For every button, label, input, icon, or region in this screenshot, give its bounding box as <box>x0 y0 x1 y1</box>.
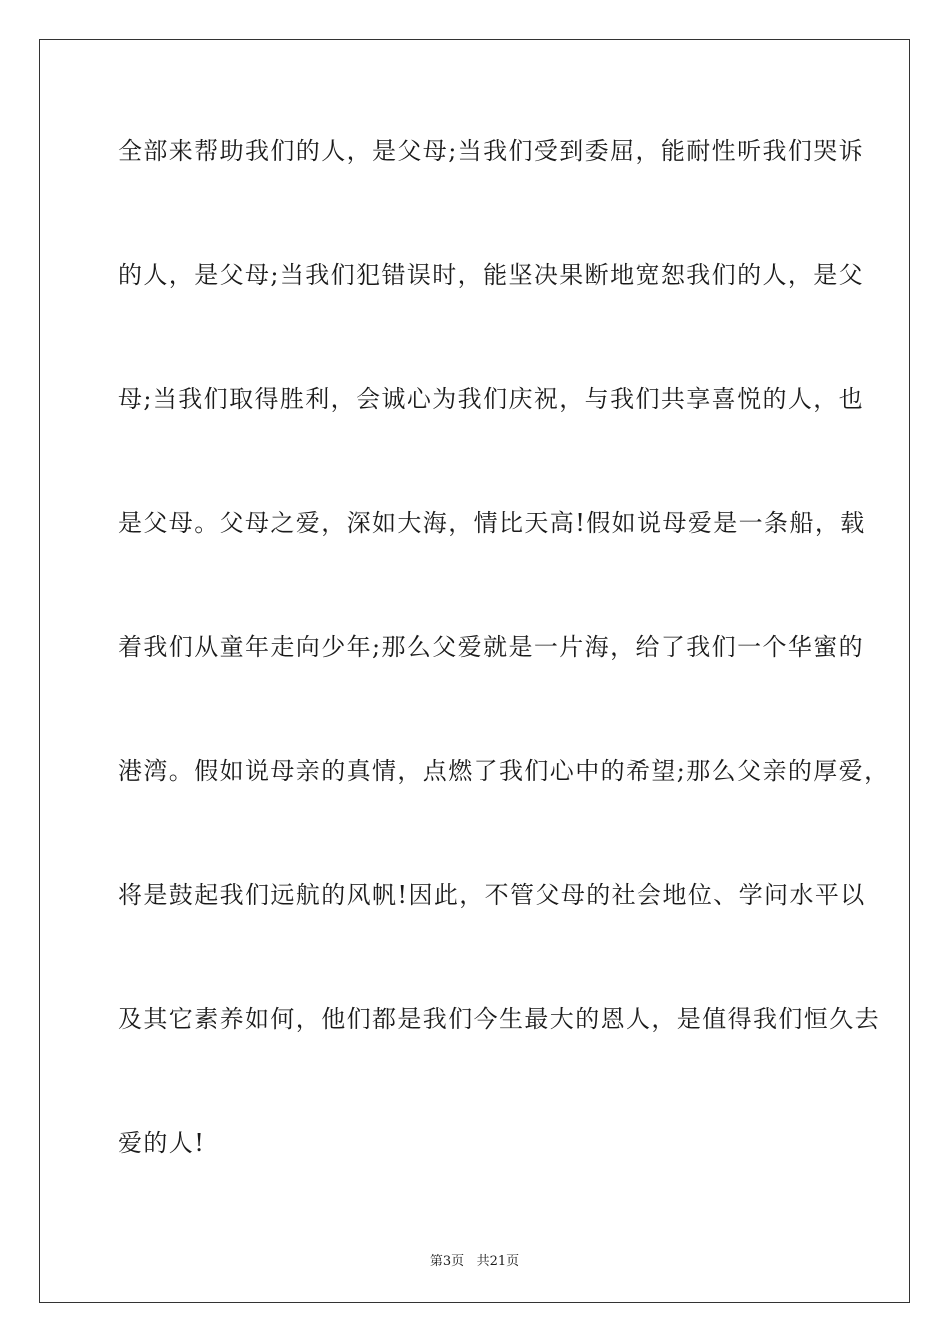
paragraph-line: 全部来帮助我们的人，是父母;当我们受到委屈，能耐性听我们哭诉 <box>118 137 865 165</box>
paragraph-line: 着我们从童年走向少年;那么父爱就是一片海，给了我们一个华蜜的 <box>118 633 865 661</box>
paragraph-line: 港湾。假如说母亲的真情，点燃了我们心中的希望;那么父亲的厚爱， <box>118 757 890 785</box>
document-page <box>39 39 910 1303</box>
total-pages: 共21页 <box>476 1254 520 1269</box>
page-number: 第3页 <box>429 1254 465 1269</box>
paragraph-line: 的人，是父母;当我们犯错误时，能坚决果断地宽恕我们的人，是父 <box>118 261 865 289</box>
page-footer <box>40 1250 909 1269</box>
paragraph-line: 爱的人! <box>118 1129 206 1157</box>
paragraph-line: 将是鼓起我们远航的风帆!因此，不管父母的社会地位、学问水平以 <box>118 881 866 909</box>
paragraph-line: 是父母。父母之爱，深如大海，情比天高!假如说母爱是一条船，载 <box>118 509 866 537</box>
paragraph-line: 母;当我们取得胜利，会诚心为我们庆祝，与我们共享喜悦的人，也 <box>118 385 865 413</box>
paragraph-line: 及其它素养如何，他们都是我们今生最大的恩人，是值得我们恒久去 <box>118 1005 880 1033</box>
